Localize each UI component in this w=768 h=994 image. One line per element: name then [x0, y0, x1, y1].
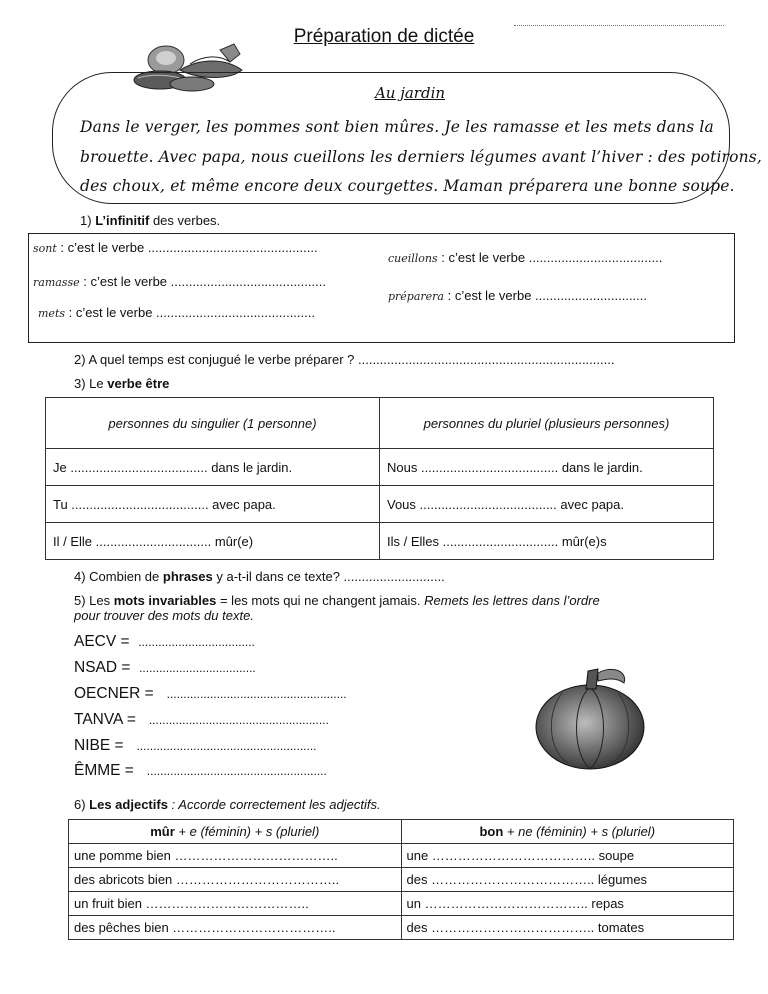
page-title: Préparation de dictée — [293, 26, 475, 47]
story-line-1: Dans le verger, les pommes sont bien mûres. Je les ramasse et les mets dans la — [80, 118, 714, 136]
etre-cell: Vous ...................................... avec papa. — [380, 486, 714, 523]
question-6: 6) Les adjectifs : Accorde correctement les adjectifs. — [74, 797, 381, 812]
etre-cell: Il / Elle ................................ mûr(e) — [46, 523, 380, 560]
anagram-nsad: NSAD = ................................... — [74, 659, 256, 676]
adjectives-table — [68, 819, 734, 940]
story-line-3: des choux, et même encore deux courgettes. Maman préparera une bonne soupe. — [80, 177, 735, 195]
etre-cell: Tu ...................................... avec papa. — [46, 486, 380, 523]
story-title: Au jardin — [374, 84, 446, 102]
question-4: 4) Combien de phrases y a-t-il dans ce texte? ............................ — [74, 569, 445, 584]
adj-cell: un ……………………………….. repas — [401, 892, 734, 916]
adj-cell: un fruit bien ……………………………….. — [69, 892, 402, 916]
anagram-tanva: TANVA = ...................................................... — [74, 711, 329, 728]
etre-cell: Nous ...................................... dans le jardin. — [380, 449, 714, 486]
etre-cell: Ils / Elles ................................ mûr(e)s — [380, 523, 714, 560]
infinitive-mets: mets : c’est le verbe ............................................ — [38, 305, 315, 320]
adj-header-bon: bon + ne (féminin) + s (pluriel) — [401, 820, 734, 844]
question-5: 5) Les mots invariables = les mots qui ne changent jamais. Remets les lettres dans l’ordre — [74, 593, 600, 608]
question-2: 2) A quel temps est conjugué le verbe préparer ? ....................................................................... — [74, 352, 615, 367]
anagram-nibe: NIBE = ...................................................... — [74, 737, 317, 754]
infinitive-cueillons: cueillons : c’est le verbe ..................................... — [388, 250, 663, 265]
infinitive-sont: sont : c’est le verbe ............................................... — [33, 240, 318, 255]
etre-cell: Je ...................................... dans le jardin. — [46, 449, 380, 486]
adj-cell: des abricots bien ……………………………….. — [69, 868, 402, 892]
adj-cell: des ……………………………….. légumes — [401, 868, 734, 892]
anagram-emme: ÊMME = ...................................................... — [74, 762, 327, 779]
infinitive-ramasse: ramasse : c’est le verbe ........................................... — [33, 274, 326, 289]
anagram-oecner: OECNER = ...................................................... — [74, 685, 347, 702]
etre-table — [45, 397, 714, 560]
question-5-line-2: pour trouver des mots du texte. — [74, 608, 254, 623]
etre-header-singular: personnes du singulier (1 personne) — [46, 398, 380, 449]
story-line-2: brouette. Avec papa, nous cueillons les derniers légumes avant l’hiver : des potirons, — [80, 148, 762, 166]
adj-cell: des ……………………………….. tomates — [401, 916, 734, 940]
adj-cell: des pêches bien ……………………………….. — [69, 916, 402, 940]
adj-cell: une pomme bien ……………………………….. — [69, 844, 402, 868]
adj-header-mur: mûr + e (féminin) + s (pluriel) — [69, 820, 402, 844]
question-1: 1) L’infinitif des verbes. — [80, 213, 221, 228]
infinitive-preparera: préparera : c’est le verbe ............................... — [388, 288, 648, 303]
question-3: 3) Le verbe être — [74, 376, 170, 391]
anagram-aecv: AECV = ................................... — [74, 633, 255, 650]
etre-header-plural: personnes du pluriel (plusieurs personnes) — [380, 398, 714, 449]
pumpkin-illustration — [532, 663, 648, 773]
adj-cell: une ……………………………….. soupe — [401, 844, 734, 868]
